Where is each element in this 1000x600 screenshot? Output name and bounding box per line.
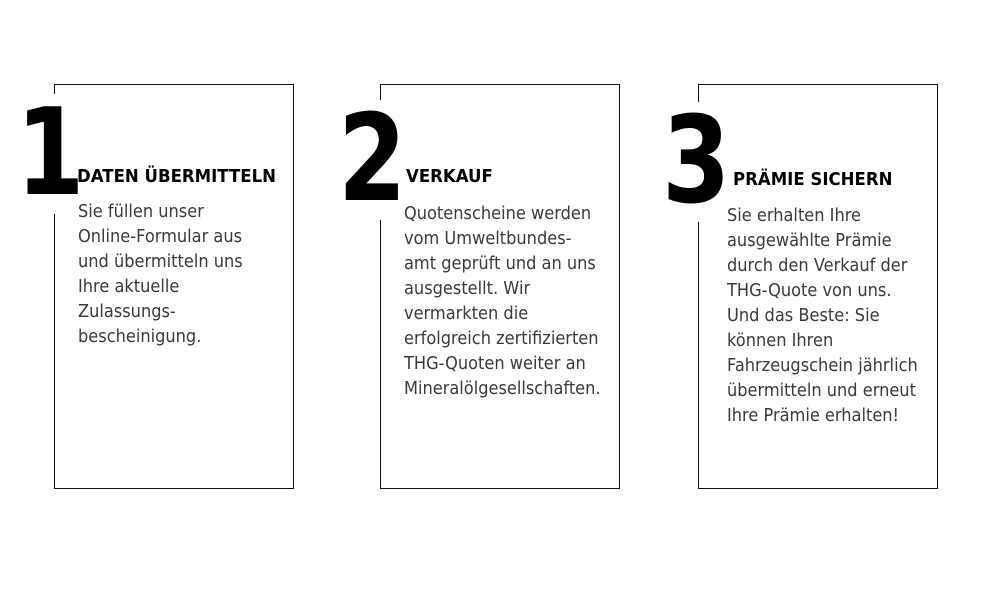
step-1-line: Zulassungs- (78, 301, 176, 322)
step-number-2: 2 (338, 100, 408, 220)
step-3-line: Und das Beste: Sie (727, 305, 880, 326)
step-2-line: Quotenscheine werden (404, 203, 592, 224)
step-title-2: VERKAUF (406, 166, 493, 187)
step-description-3 (727, 203, 918, 428)
step-3-line: übermitteln und erneut (727, 380, 916, 401)
step-2-line: erfolgreich zertifizierten (404, 328, 599, 349)
step-3-line: durch den Verkauf der (727, 255, 908, 276)
step-2-line: Mineralölgesellschaften. (404, 378, 601, 399)
step-description-1 (78, 199, 243, 349)
step-3-line: Fahrzeugschein jährlich (727, 355, 918, 376)
step-3-line: THG-Quote von uns. (727, 280, 892, 301)
step-2-line: vom Umweltbundes- (404, 228, 572, 249)
step-1-line: Sie füllen unser (78, 201, 204, 222)
step-2-line: ausgestellt. Wir (404, 278, 531, 299)
step-title-1: DATEN ÜBERMITTELN (77, 166, 276, 187)
step-1-line: Ihre aktuelle (78, 276, 180, 297)
step-1-line: Online-Formular aus (78, 226, 243, 247)
step-number-1: 1 (16, 94, 86, 214)
step-title-3: PRÄMIE SICHERN (733, 169, 893, 190)
step-3-line: können Ihren (727, 330, 834, 351)
step-description-2 (404, 201, 601, 401)
step-2-line: THG-Quoten weiter an (404, 353, 586, 374)
step-3-line: Sie erhalten Ihre (727, 205, 862, 226)
step-2-line: vermarkten die (404, 303, 529, 324)
step-3-line: ausgewählte Prämie (727, 230, 892, 251)
step-2-line: amt geprüft und an uns (404, 253, 596, 274)
step-number-3: 3 (662, 102, 732, 222)
step-1-line: bescheinigung. (78, 326, 202, 347)
step-3-line: Ihre Prämie erhalten! (727, 405, 900, 426)
step-1-line: und übermitteln uns (78, 251, 243, 272)
